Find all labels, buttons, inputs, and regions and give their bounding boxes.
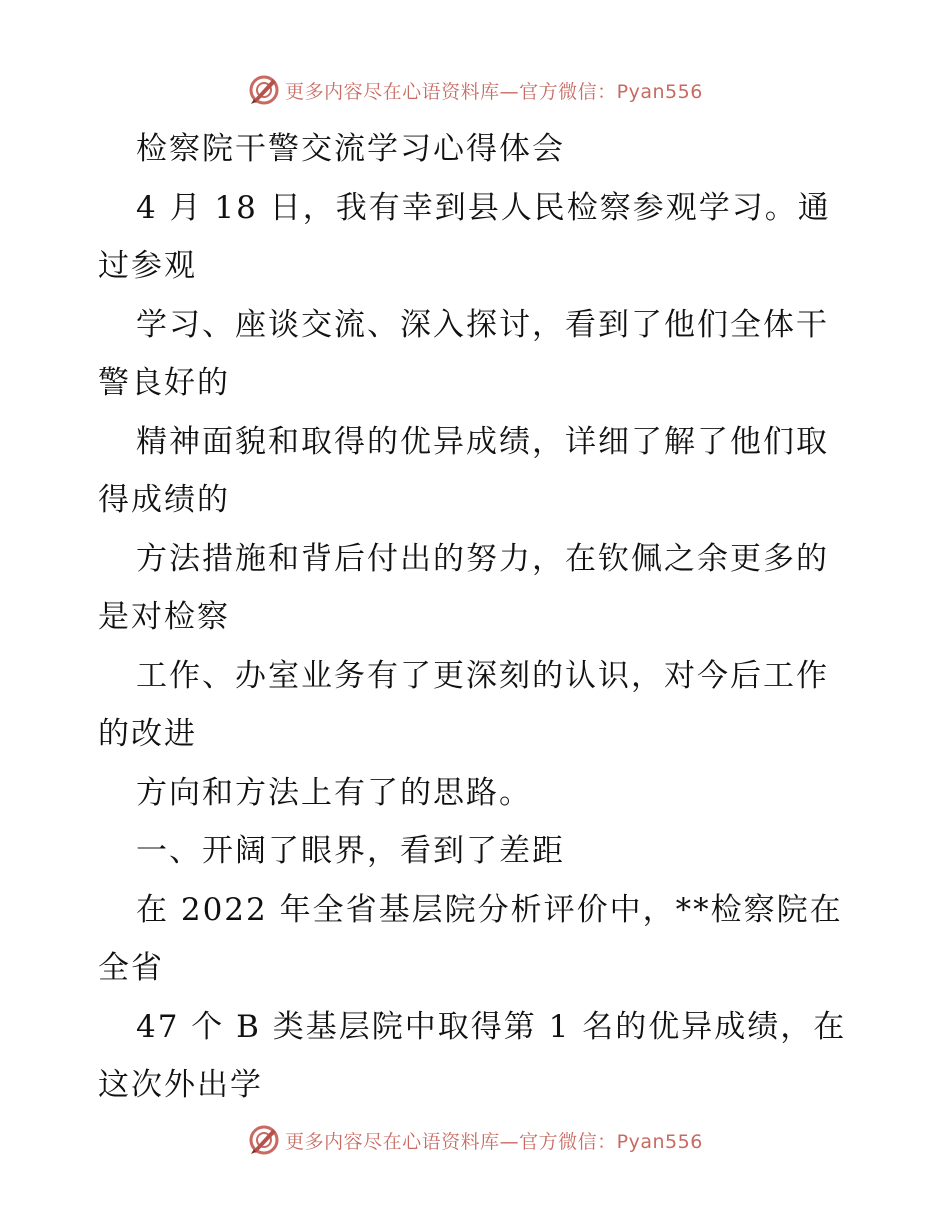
document-body [98,120,858,1115]
paragraph-line: 全省 [98,950,164,986]
pen-circle-logo-icon [247,73,281,107]
paragraph-line: 这次外出学 [98,1067,263,1103]
paragraph-line: 方法措施和背后付出的努力，在钦佩之余更多的 [136,540,829,577]
paragraph-line: 4 月 18 日，我有幸到县人民检察参观学习。通 [136,189,831,226]
paragraph-line: 精神面貌和取得的优异成绩，详细了解了他们取 [136,423,829,460]
footer-watermark [0,1120,950,1160]
paragraph-line: 警良好的 [98,365,230,401]
paragraph-line: 是对检察 [98,599,230,635]
footer-watermark-text: 更多内容尽在心语资料库—官方微信：Pyan556 [285,1130,703,1153]
paragraph-line: 得成绩的 [98,482,230,518]
paragraph-line: 工作、办室业务有了更深刻的认识，对今后工作 [136,657,829,694]
paragraph-line: 47 个 B 类基层院中取得第 1 名的优异成绩，在 [136,1008,847,1045]
paragraph-line: 过参观 [98,248,197,284]
document-title: 检察院干警交流学习心得体会 [136,131,565,167]
paragraph-line: 的改进 [98,716,197,752]
pen-circle-logo-icon [247,1123,281,1157]
paragraph-line: 学习、座谈交流、深入探讨，看到了他们全体干 [136,306,829,343]
section-heading: 一、开阔了眼界，看到了差距 [136,833,565,869]
paragraph-line: 在 2022 年全省基层院分析评价中，**检察院在 [136,891,843,928]
header-watermark-text: 更多内容尽在心语资料库—官方微信：Pyan556 [285,80,703,103]
header-watermark [0,70,950,110]
paragraph-line: 方向和方法上有了的思路。 [136,774,532,811]
